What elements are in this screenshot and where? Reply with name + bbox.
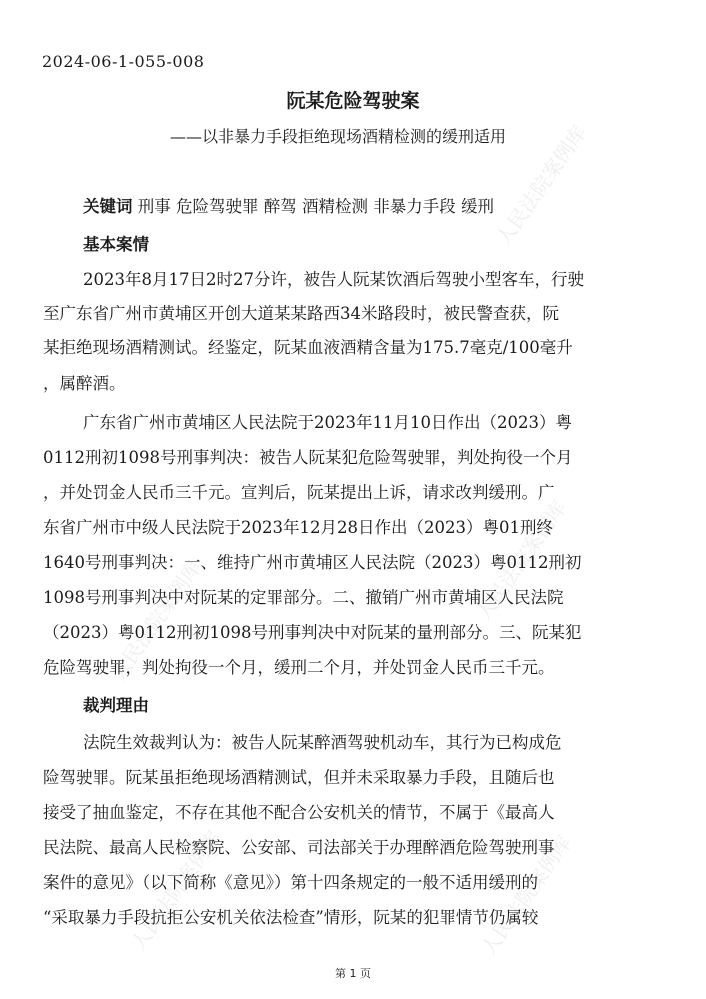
keywords-line: [83, 193, 494, 217]
document-id: 2024-06-1-055-008: [42, 52, 205, 71]
watermark: 人民法院案例库: [471, 496, 572, 625]
paragraph-line: 案件的意见》（以下简称《意见》）第十四条规定的一般不适用缓刑的: [43, 873, 538, 892]
watermark: 人民法院案例库: [491, 121, 592, 250]
paragraph-line: 危险驾驶罪，判处拘役一个月，缓刑二个月，并处罚金人民币三千元。: [43, 658, 555, 677]
paragraph-line: 广东省广州市黄埔区人民法院于2023年11月10日作出（2023）粤: [83, 413, 572, 432]
paragraph-line: ，属醉酒。: [43, 374, 126, 393]
page-title: 阮某危险驾驶案: [286, 90, 420, 112]
watermark: 人民法院案例库: [126, 826, 227, 955]
paragraph-line: 某拒绝现场酒精测试。经鉴定，阮某血液酒精含量为175.7毫克/100毫升: [43, 338, 573, 357]
page-number: 第 1 页: [335, 967, 371, 980]
paragraph-line: 1098号刑事判决中对阮某的定罪部分。二、撤销广州市黄埔区人民法院: [43, 588, 564, 607]
paragraph-line: 2023年8月17日2时27分许，被告人阮某饮酒后驾驶小型客车，行驶: [83, 270, 584, 289]
paragraph-line: 东省广州市中级人民法院于2023年12月28日作出（2023）粤01刑终: [43, 518, 553, 537]
watermark: 人民法院案例库: [106, 556, 207, 685]
keywords-label: 关键词: [83, 197, 133, 216]
paragraph-line: 法院生效裁判认为：被告人阮某醉酒驾驶机动车，其行为已构成危: [83, 733, 562, 752]
paragraph-line: 至广东省广州市黄埔区开创大道某某路西34米路段时，被民警查获，阮: [43, 304, 559, 323]
paragraph-line: ，并处罚金人民币三千元。宣判后，阮某提出上诉，请求改判缓刑。广: [43, 483, 555, 502]
section-heading: 基本案情: [83, 235, 149, 254]
paragraph-line: （2023）粤0112刑初1098号刑事判决中对阮某的量刑部分。三、阮某犯: [43, 623, 582, 642]
paragraph-line: 险驾驶罪。阮某虽拒绝现场酒精测试，但并未采取暴力手段，且随后也: [43, 768, 555, 787]
paragraph-line: “采取暴力手段抗拒公安机关依法检查”情形，阮某的犯罪情节仍属较: [43, 908, 539, 927]
watermark: 人民法院案例库: [476, 831, 577, 960]
paragraph-line: 0112刑初1098号刑事判决：被告人阮某犯危险驾驶罪，判处拘役一个月: [43, 448, 573, 467]
keywords-text: 刑事 危险驾驶罪 醉驾 酒精检测 非暴力手段 缓刑: [137, 197, 494, 216]
page-subtitle: ——以非暴力手段拒绝现场酒精检测的缓刑适用: [170, 127, 507, 146]
paragraph-line: 接受了抽血鉴定，不存在其他不配合公安机关的情节，不属于《最高人: [43, 803, 555, 822]
section-heading: 裁判理由: [83, 696, 149, 715]
paragraph-line: 民法院、最高人民检察院、公安部、司法部关于办理醉酒危险驾驶刑事: [43, 838, 555, 857]
paragraph-line: 1640号刑事判决：一、维持广州市黄埔区人民法院（2023）粤0112刑初: [43, 553, 582, 572]
